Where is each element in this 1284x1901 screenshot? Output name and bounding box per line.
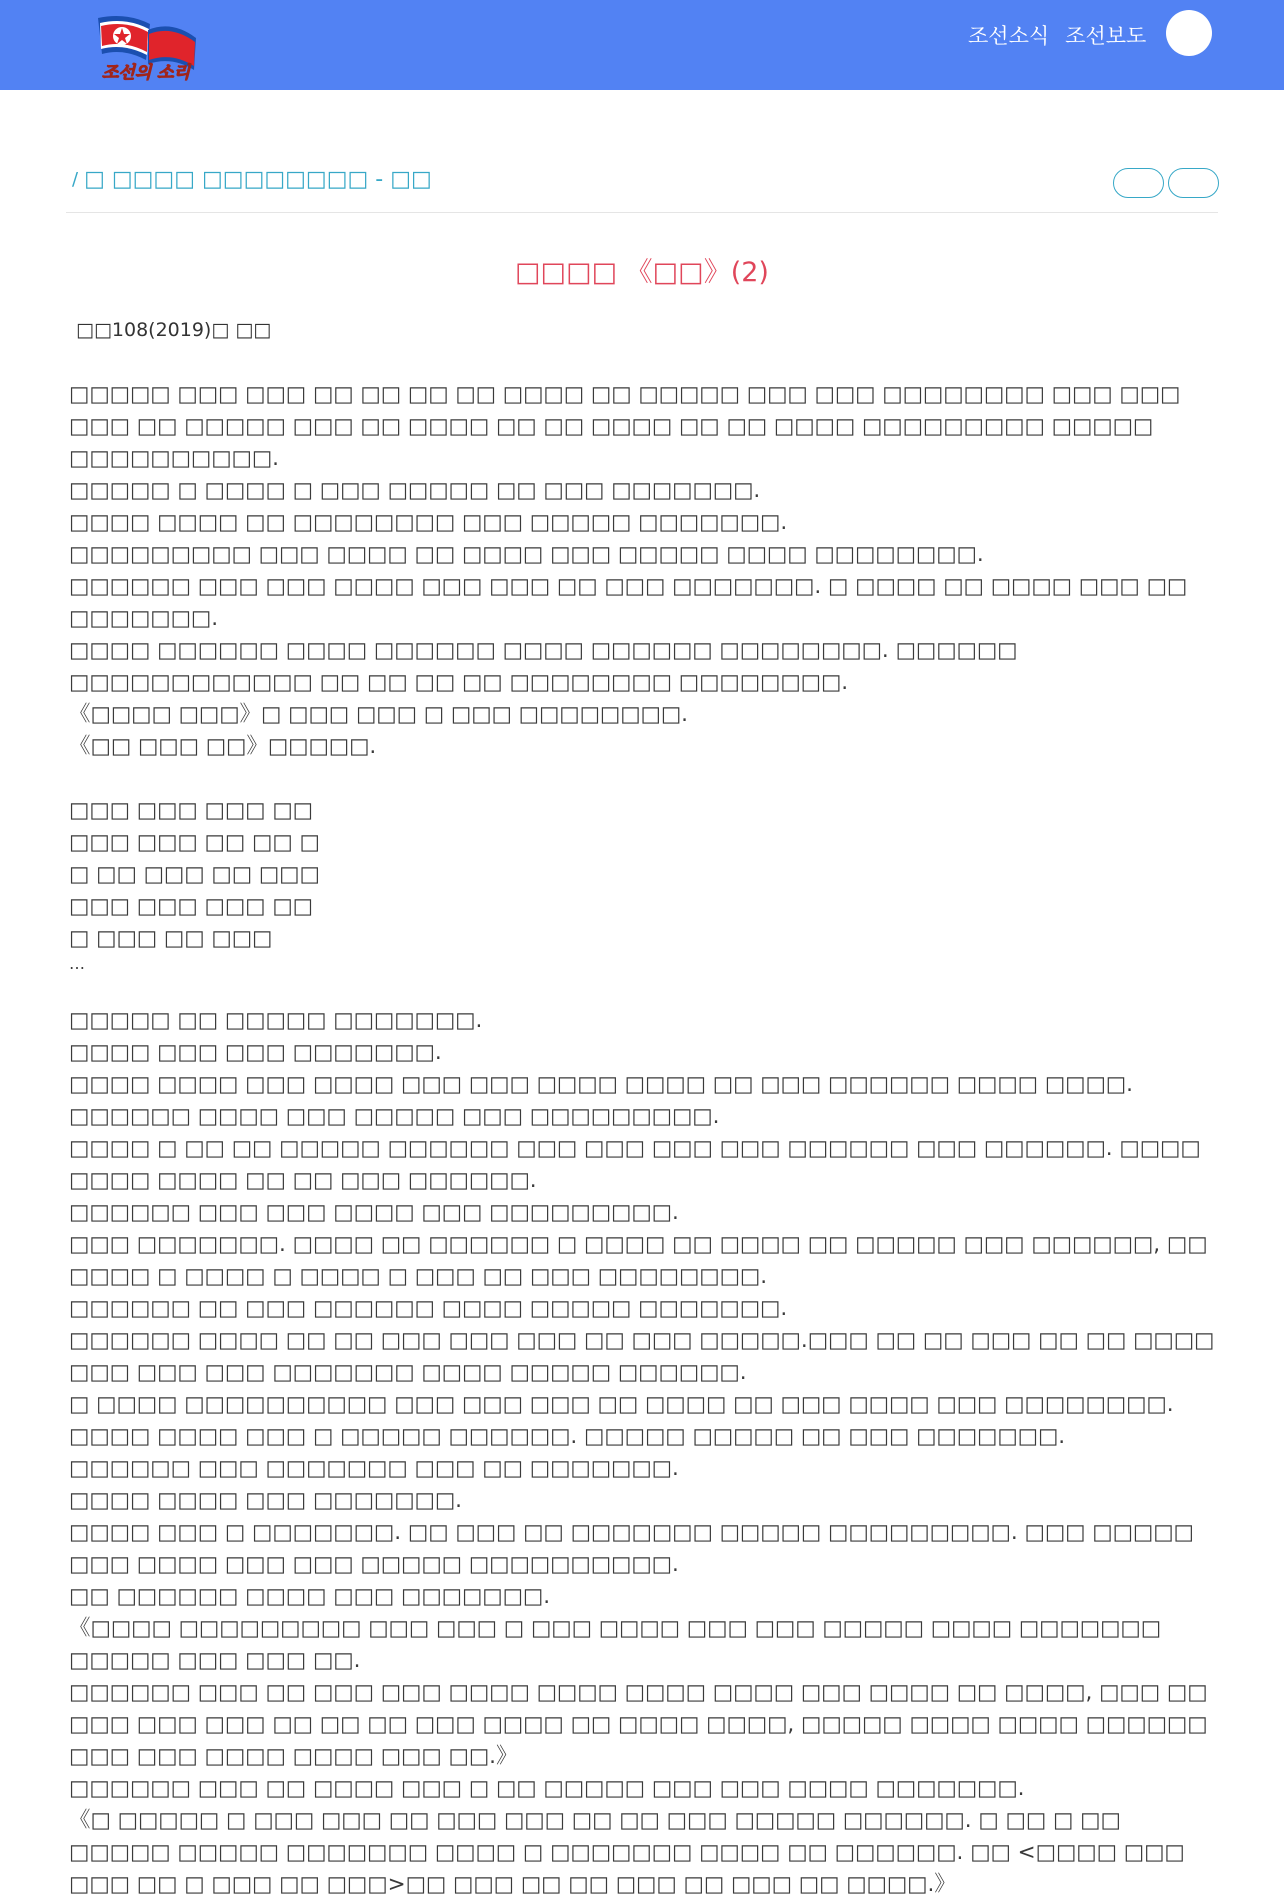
article-paragraph: 《□□□□ □□□》□ □□□ □□□ □ □□□ □□□□□□□□. xyxy=(69,702,688,727)
article-paragraph: 《□□ □□□ □□》□□□□□. xyxy=(69,734,377,759)
article-paragraph xyxy=(69,973,1219,1005)
logo-text: 조선의 소리 xyxy=(102,63,191,83)
article-paragraph: □□□ □□□ □□□ □□ xyxy=(69,798,313,823)
breadcrumb-category-link[interactable]: □ □□□□ □□□□□□□□ - □□ xyxy=(84,167,432,192)
article-date: □□108(2019)□ □□ xyxy=(76,319,272,341)
article-paragraph: □□□□□ □ □□□□ □ □□□ □□□□□ □□ □□□ □□□□□□□. xyxy=(69,478,761,503)
article-paragraph: □□□□□ □□□ □□□ □□ □□ □□ □□ □□□□ □□ □□□□□ □□□ □□□ □□□□□□□□ □□□ □□□ □□□ □□ □□□□□ □□□ □□ □□□□ □□ □□ □□□□ □□ □□ □□□□ □□□□□□□□□ □□□□□ □□□□□□□□□□. xyxy=(69,382,1181,471)
article-paragraph: 《□ □□□□□ □ □□□ □□□ □□ □□□ □□□ □□ □□ □□□ □□□□□ □□□□□□. □ □□ □ □□ □□□□□ □□□□□ □□□□□□□ □□□□ □ □□□□□□□ □□□□ □□ □□□□□□. □□ <□□□□ □□□ □□□ □□ □ □□□ □□ □□□>□□ □□□ □□ □□ □□□ □□ □□□ □□ □□□□.》 xyxy=(69,1808,1185,1897)
print-button[interactable] xyxy=(1113,168,1164,198)
article-paragraph: □ □□ □□□ □□ □□□ xyxy=(69,862,320,887)
article-paragraph: □□□□ □□□ □□□ □□□□□□□. xyxy=(69,1040,442,1065)
search-button[interactable] xyxy=(1166,10,1212,56)
share-button[interactable] xyxy=(1168,168,1219,198)
article-paragraph: □□□□□ □□ □□□□□ □□□□□□□. xyxy=(69,1008,483,1033)
article-paragraph: □□□□□□ □□□ □□□ □□□□ □□□ □□□□□□□□□. xyxy=(69,1200,679,1225)
flag-icon xyxy=(98,16,196,70)
article-paragraph: □□□ □□□□□□□. □□□□ □□ □□□□□□ □ □□□□ □□ □□□□ □□ □□□□□ □□□ □□□□□□, □□ □□□□ □ □□□□ □ □□□□ □ □□□ □□ □□□ □□□□□□□□. xyxy=(69,1232,1208,1289)
nav-item-news[interactable]: 조선소식 xyxy=(968,24,1050,48)
article-paragraph: □□□ □□□ □□□ □□ xyxy=(69,894,313,919)
article-paragraph: □□□□□□ □□□□ □□ □□ □□□ □□□ □□□ □□ □□□ □□□□□.□□□ □□ □□ □□□ □□ □□ □□□□ □□□ □□□ □□□ □□□□□□□ □□□□ □□□□□ □□□□□□. xyxy=(69,1328,1215,1385)
article-paragraph: □□□□□□ □□□ □□□ □□□□ □□□ □□□ □□ □□□ □□□□□□□. □ □□□□ □□ □□□□ □□□ □□ □□□□□□□. xyxy=(69,574,1188,631)
article-paragraph: □□□□ □□□□□□ □□□□ □□□□□□ □□□□ □□□□□□ □□□□□□□□. □□□□□□ □□□□□□□□□□□□ □□ □□ □□ □□ □□□□□□□□ □□□□□□□□. xyxy=(69,638,1018,695)
article-paragraph: □□□ □□□ □□ □□ □ xyxy=(69,830,320,855)
breadcrumb xyxy=(66,167,432,192)
article-paragraph: □□□□ □ □□ □□ □□□□□ □□□□□□ □□□ □□□ □□□ □□□ □□□□□□ □□□ □□□□□□. □□□□ □□□□ □□□□ □□ □□ □□□ □□□□□□. xyxy=(69,1136,1201,1193)
divider xyxy=(66,212,1218,213)
site-header xyxy=(0,0,1284,90)
article-paragraph: 《□□□□ □□□□□□□□□ □□□ □□□ □ □□□ □□□□ □□□ □□□ □□□□□ □□□□ □□□□□□□ □□□□□ □□□ □□□ □□. xyxy=(69,1616,1162,1673)
article-paragraph: … xyxy=(69,954,85,973)
article-paragraph: □□□□ □□□□ □□□ □□□□ □□□ □□□ □□□□ □□□□ □□ □□□ □□□□□□ □□□□ □□□□. xyxy=(69,1072,1133,1097)
breadcrumb-separator: / xyxy=(72,169,79,190)
article-paragraph: □□ □□□□□□ □□□□ □□□ □□□□□□□. xyxy=(69,1584,551,1609)
article-body xyxy=(69,379,1219,1901)
article-paragraph: □□□□□□□□□ □□□ □□□□ □□ □□□□ □□□ □□□□□ □□□□ □□□□□□□□. xyxy=(69,542,984,567)
article-paragraph: □□□□□□ □□ □□□ □□□□□□ □□□□ □□□□□ □□□□□□□. xyxy=(69,1296,788,1321)
article-paragraph xyxy=(69,763,1219,795)
article-paragraph: □□□□□□ □□□□ □□□ □□□□□ □□□ □□□□□□□□□. xyxy=(69,1104,720,1129)
site-logo[interactable] xyxy=(92,8,216,84)
article-title: □□□□ 《□□》(2) xyxy=(515,257,769,288)
article-paragraph: □□□□ □□□□ □□□ □□□□□□□. xyxy=(69,1488,462,1513)
article-paragraph: □□□□□□ □□□ □□ □□□□ □□□ □ □□ □□□□□ □□□ □□□ □□□□ □□□□□□□. xyxy=(69,1776,1025,1801)
article-paragraph: □ □□□□ □□□□□□□□□□ □□□ □□□ □□□ □□ □□□□ □□ □□□ □□□□ □□□ □□□□□□□□. □□□□ □□□□ □□□ □ □□□□□ □□□□□□. □□□□□ □□□□□ □□ □□□ □□□□□□□. xyxy=(69,1392,1174,1449)
nav-item-reports[interactable]: 조선보도 xyxy=(1065,24,1147,48)
article-paragraph: □ □□□ □□ □□□ xyxy=(69,926,273,951)
article-paragraph: □□□□ □□□ □ □□□□□□□. □□ □□□ □□ □□□□□□□ □□□□□ □□□□□□□□□. □□□ □□□□□ □□□ □□□□ □□□ □□□ □□□□□ □□□□□□□□□□. xyxy=(69,1520,1194,1577)
article-paragraph: □□□□□□ □□□ □□□□□□□ □□□ □□ □□□□□□□. xyxy=(69,1456,679,1481)
article-paragraph: □□□□ □□□□ □□ □□□□□□□□ □□□ □□□□□ □□□□□□□. xyxy=(69,510,788,535)
main-nav xyxy=(956,20,1156,50)
article-paragraph: □□□□□□ □□□ □□ □□□ □□□ □□□□ □□□□ □□□□ □□□□ □□□ □□□□ □□ □□□□, □□□ □□ □□□ □□□ □□□ □□ □□ □□ □□□ □□□□ □□ □□□□ □□□□, □□□□□ □□□□ □□□□ □□□□□□ □□□ □□□ □□□□ □□□□ □□□ □□.》 xyxy=(69,1680,1208,1769)
